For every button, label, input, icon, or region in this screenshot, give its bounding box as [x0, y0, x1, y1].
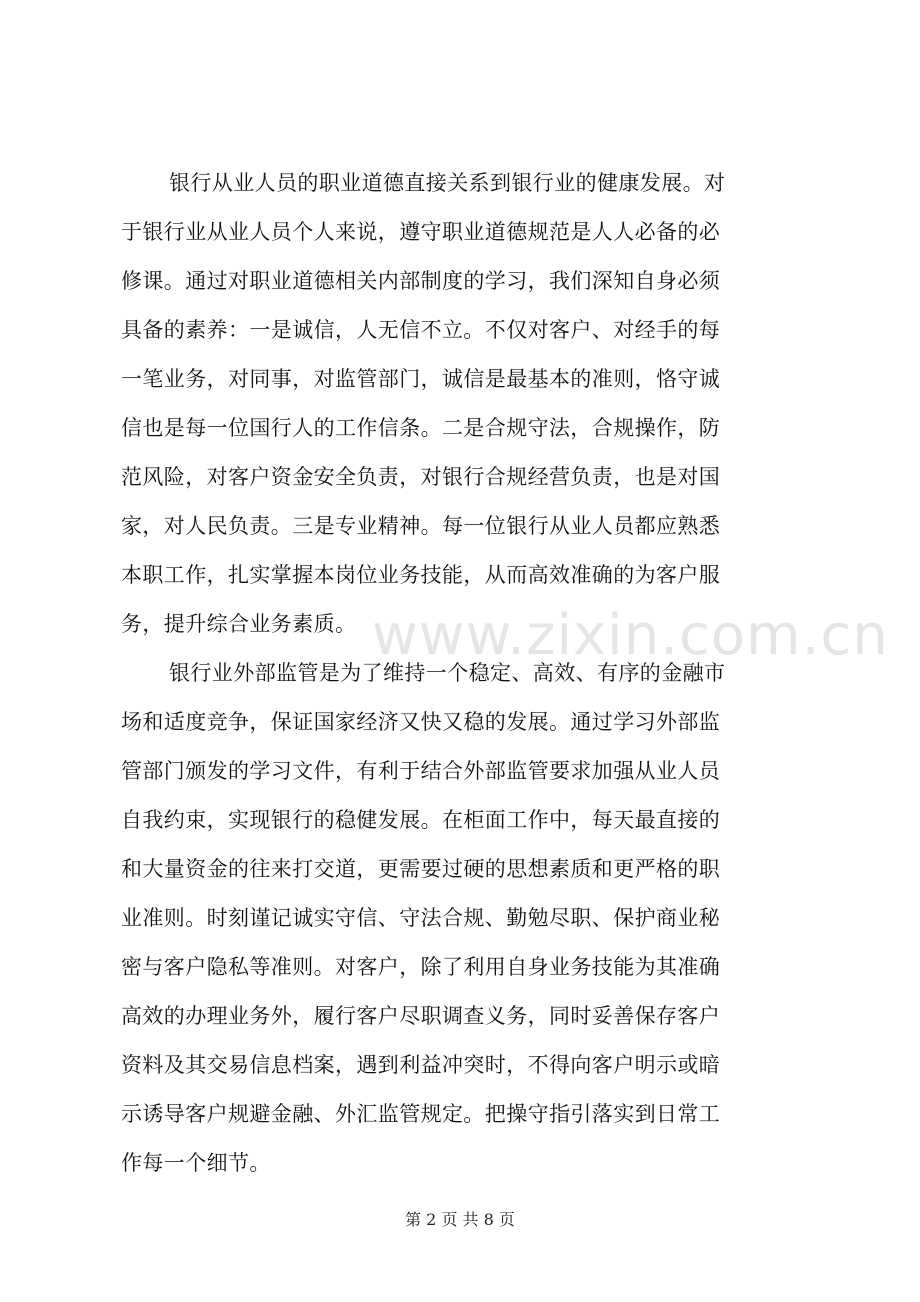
- paragraph-line: 家，对人民负责。三是专业精神。每一位银行从业人员都应熟悉: [121, 514, 721, 538]
- paragraph-line: 信也是每一位国行人的工作信条。二是合规守法，合规操作，防: [121, 416, 721, 440]
- paragraph-line: 自我约束，实现银行的稳健发展。在柜面工作中，每天最直接的: [121, 808, 721, 832]
- paragraph-line: 一笔业务，对同事，对监管部门，诚信是最基本的准则，恪守诚: [121, 367, 721, 391]
- paragraph-line: 修课。通过对职业道德相关内部制度的学习，我们深知自身必须: [121, 269, 721, 293]
- paragraph-line: 示诱导客户规避金融、外汇监管规定。把操守指引落实到日常工: [121, 1102, 721, 1126]
- paragraph-line: 高效的办理业务外，履行客户尽职调查义务，同时妥善保存客户: [121, 1004, 721, 1028]
- paragraph-line: 和大量资金的往来打交道，更需要过硬的思想素质和更严格的职: [121, 857, 721, 881]
- paragraph-line: 银行从业人员的职业道德直接关系到银行业的健康发展。对: [169, 171, 726, 195]
- paragraph-line: 于银行业从业人员个人来说，遵守职业道德规范是人人必备的必: [121, 220, 721, 244]
- paragraph-line: 本职工作，扎实掌握本岗位业务技能，从而高效准确的为客户服: [121, 563, 721, 587]
- paragraph-line: 范风险，对客户资金安全负责，对银行合规经营负责，也是对国: [121, 465, 721, 489]
- paragraph-line: 作每一个细节。: [121, 1151, 271, 1175]
- paragraph-line: 具备的素养：一是诚信，人无信不立。不仅对客户、对经手的每: [121, 318, 721, 342]
- watermark: www.zixin.com.cn: [372, 603, 889, 668]
- paragraph-line: 资料及其交易信息档案，遇到利益冲突时，不得向客户明示或暗: [121, 1053, 721, 1077]
- paragraph-1: [121, 159, 811, 649]
- body-text: [121, 159, 811, 1188]
- page-number-footer: 第 2 页 共 8 页: [405, 1210, 515, 1229]
- paragraph-line: 业准则。时刻谨记诚实守信、守法合规、勤勉尽职、保护商业秘: [121, 906, 721, 930]
- paragraph-line: 密与客户隐私等准则。对客户，除了利用自身业务技能为其准确: [121, 955, 721, 979]
- paragraph-line: 务，提升综合业务素质。: [121, 612, 357, 636]
- paragraph-2: [121, 649, 811, 1188]
- paragraph-line: 管部门颁发的学习文件，有利于结合外部监管要求加强从业人员: [121, 759, 721, 783]
- paragraph-line: 场和适度竞争，保证国家经济又快又稳的发展。通过学习外部监: [121, 710, 721, 734]
- paragraph-line: 银行业外部监管是为了维持一个稳定、高效、有序的金融市: [169, 661, 726, 685]
